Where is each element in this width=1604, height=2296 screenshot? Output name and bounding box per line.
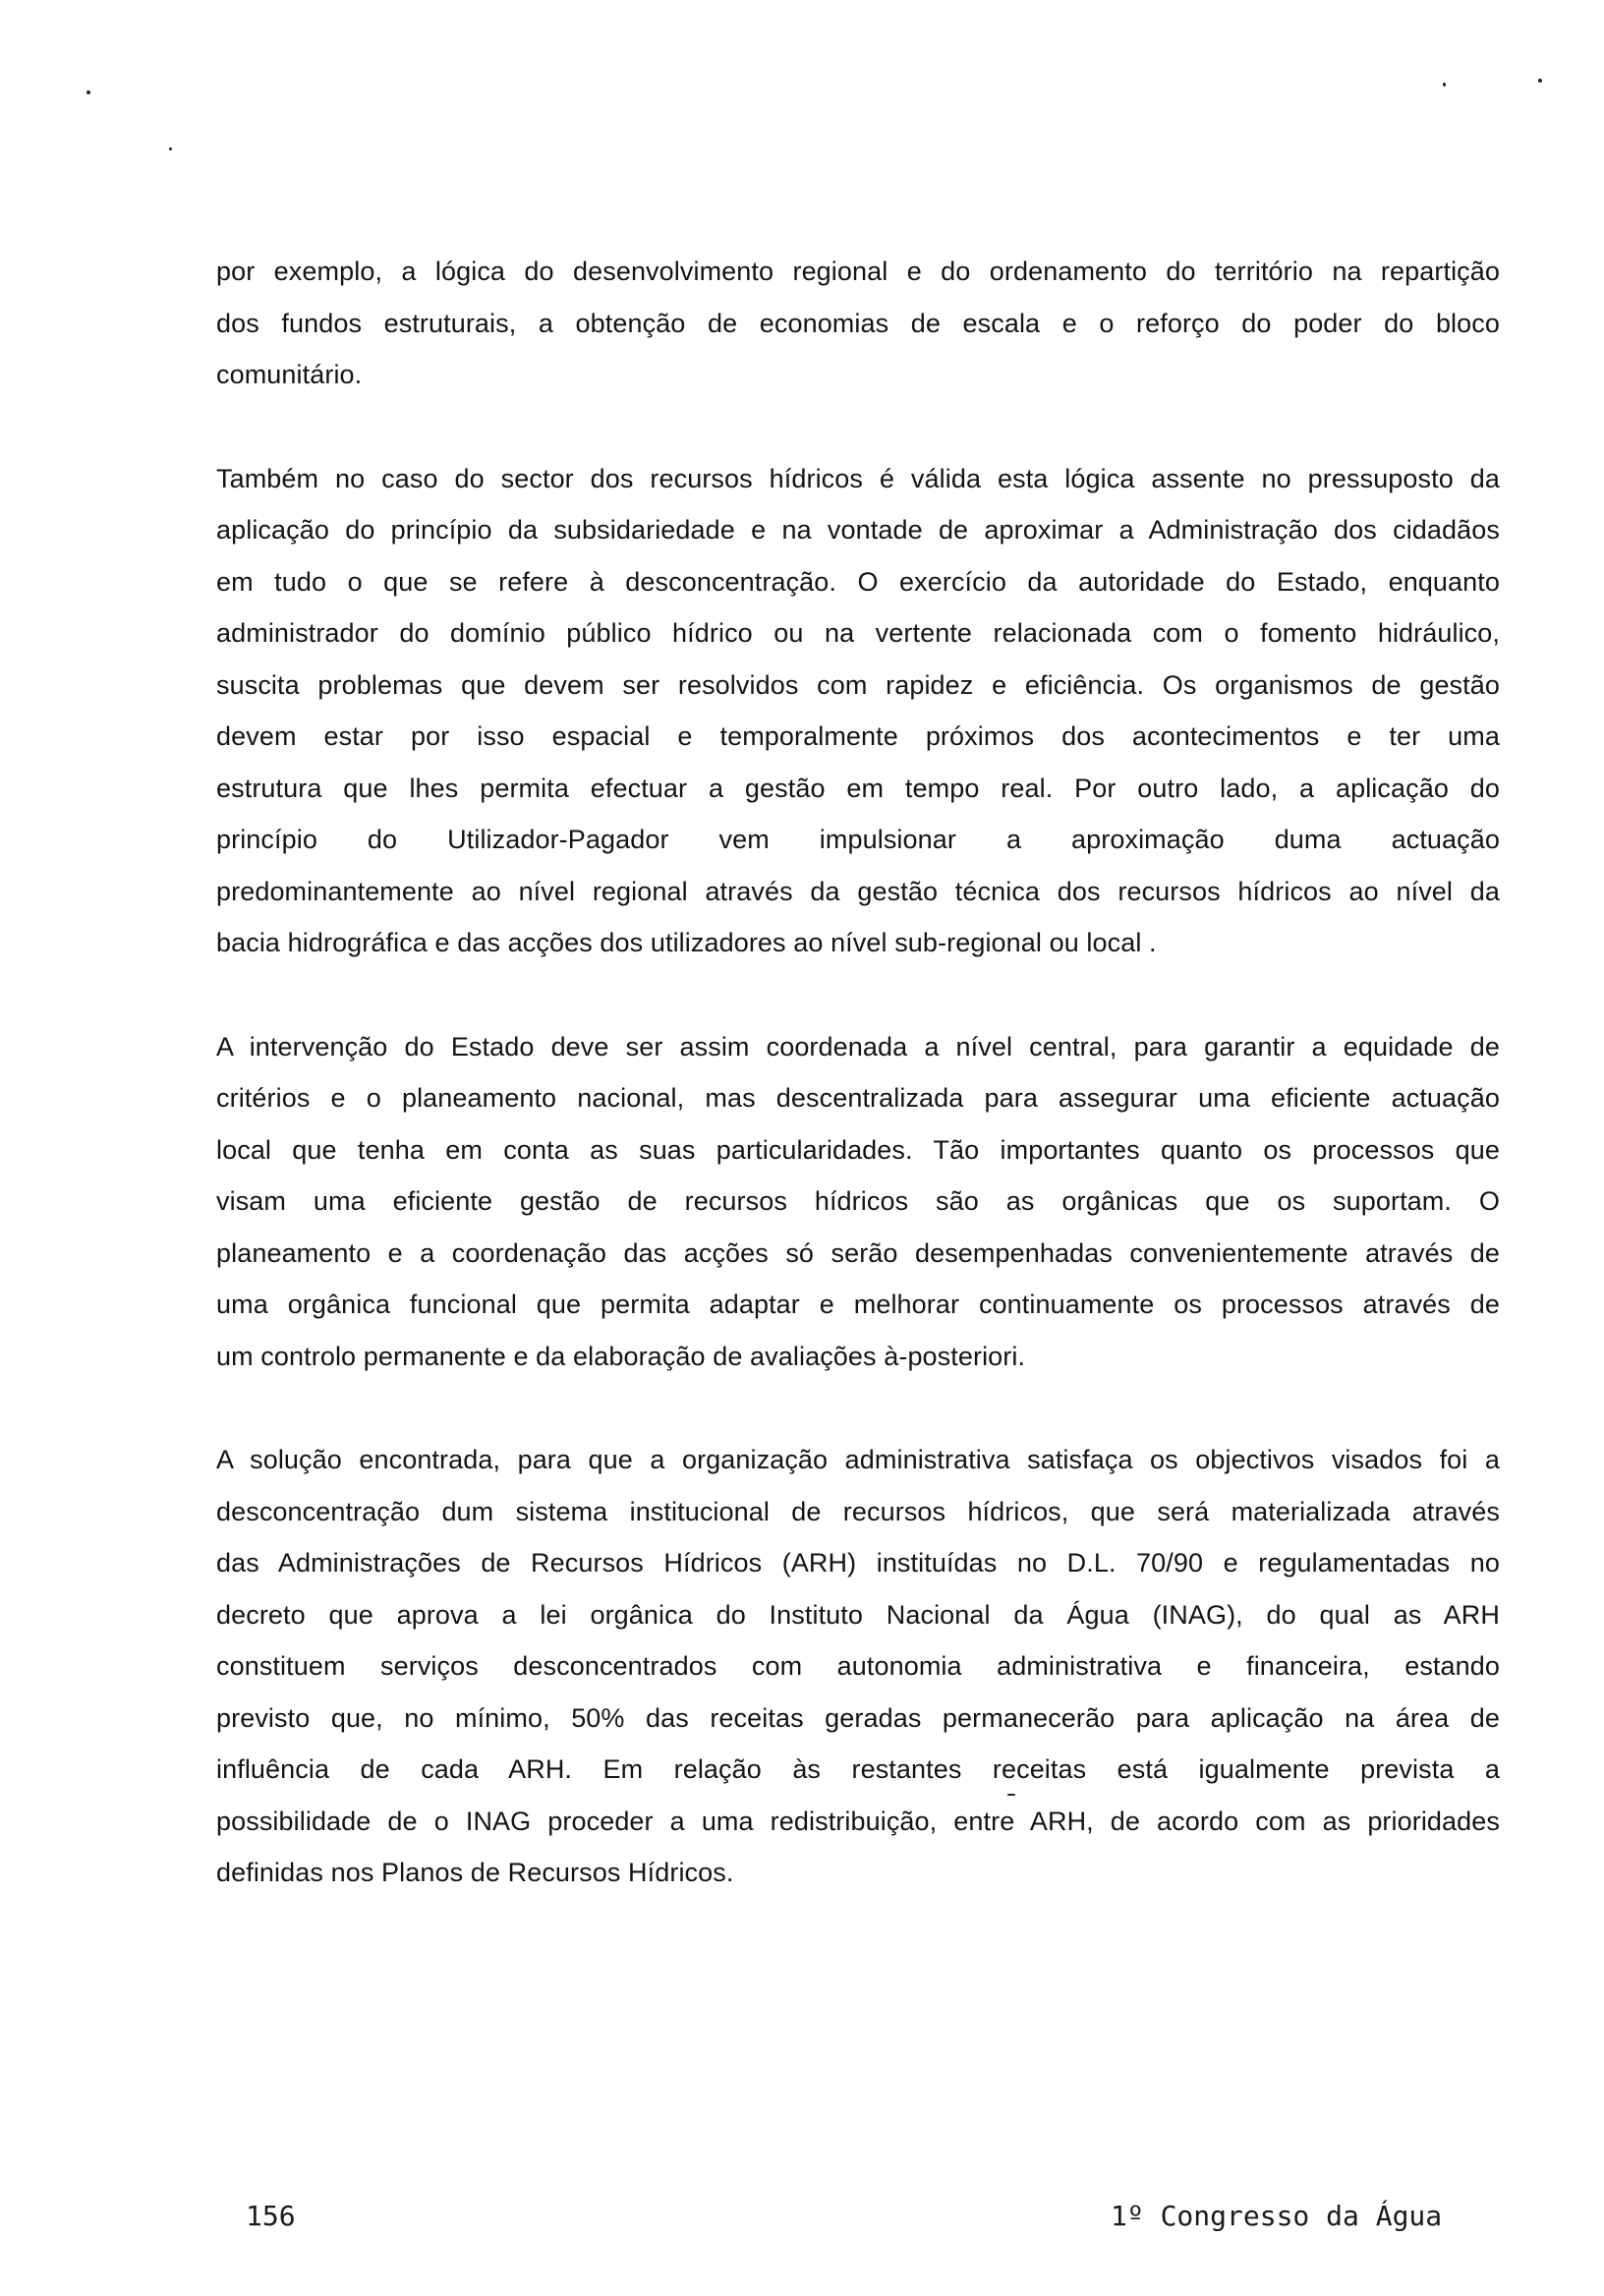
text-line: local que tenha em conta as suas particularidades. Tão importantes quanto os processos que bbox=[216, 1134, 1500, 1165]
scan-speck bbox=[1538, 79, 1542, 83]
text-line: predominantemente ao nível regional através da gestão técnica dos recursos hídricos ao nível da bbox=[216, 876, 1500, 906]
text-line: decreto que aprova a lei orgânica do Instituto Nacional da Água (INAG), do qual as ARH bbox=[216, 1599, 1500, 1630]
body-text bbox=[216, 246, 1500, 1951]
text-line: das Administrações de Recursos Hídricos (ARH) instituídas no D.L. 70/90 e regulamentadas no bbox=[216, 1548, 1500, 1578]
text-line: A intervenção do Estado deve ser assim coordenada a nível central, para garantir a equidade de bbox=[216, 1031, 1500, 1062]
text-line: definidas nos Planos de Recursos Hídricos. bbox=[216, 1858, 734, 1887]
scan-speck bbox=[169, 147, 172, 150]
paragraph-3 bbox=[216, 1021, 1500, 1383]
text-line: devem estar por isso espacial e temporalmente próximos dos acontecimentos e ter uma bbox=[216, 721, 1500, 751]
text-line: visam uma eficiente gestão de recursos hídricos são as orgânicas que os suportam. O bbox=[216, 1186, 1500, 1216]
text-line: uma orgânica funcional que permita adaptar e melhorar continuamente os processos através de bbox=[216, 1290, 1500, 1319]
text-line: em tudo o que se refere à desconcentração. O exercício da autoridade do Estado, enquanto bbox=[216, 566, 1500, 597]
text-line: critérios e o planeamento nacional, mas descentralizada para assegurar uma eficiente actuação bbox=[216, 1083, 1500, 1113]
text-line: A solução encontrada, para que a organização administrativa satisfaça os objectivos visados foi a bbox=[216, 1445, 1500, 1474]
text-line: planeamento e a coordenação das acções só serão desempenhadas convenientemente através de bbox=[216, 1237, 1500, 1268]
text-line: possibilidade de o INAG proceder a uma redistribuição, entre ARH, de acordo com as prioridades bbox=[216, 1806, 1500, 1836]
text-line: um controlo permanente e da elaboração de avaliações à-posteriori. bbox=[216, 1341, 1026, 1371]
text-line: bacia hidrográfica e das acções dos utilizadores ao nível sub-regional ou local . bbox=[216, 928, 1157, 957]
scan-speck bbox=[86, 90, 90, 94]
paragraph-4 bbox=[216, 1434, 1500, 1899]
text-line: administrador do domínio público hídrico ou na vertente relacionada com o fomento hidráulico, bbox=[216, 618, 1500, 648]
paragraph-2 bbox=[216, 453, 1500, 969]
text-line: constituem serviços desconcentrados com autonomia administrativa e financeira, estando bbox=[216, 1651, 1500, 1681]
text-line: comunitário. bbox=[216, 360, 363, 389]
paragraph-1 bbox=[216, 246, 1500, 401]
text-line: previsto que, no mínimo, 50% das receitas geradas permanecerão para aplicação na área de bbox=[216, 1702, 1500, 1733]
text-line: princípio do Utilizador-Pagador vem impulsionar a aproximação duma actuação bbox=[216, 825, 1500, 854]
scan-speck bbox=[1443, 83, 1446, 86]
text-line: Também no caso do sector dos recursos hídricos é válida esta lógica assente no pressuposto da bbox=[216, 463, 1500, 493]
page-number: 156 bbox=[246, 2200, 296, 2232]
text-line: suscita problemas que devem ser resolvidos com rapidez e eficiência. Os organismos de gestão bbox=[216, 669, 1500, 700]
text-line: por exemplo, a lógica do desenvolvimento regional e do ordenamento do território na repartição bbox=[216, 257, 1500, 286]
text-line: desconcentração dum sistema institucional de recursos hídricos, que será materializada através bbox=[216, 1496, 1500, 1526]
text-line: dos fundos estruturais, a obtenção de economias de escala e o reforço do poder do bloco bbox=[216, 308, 1500, 338]
text-line: aplicação do princípio da subsidariedade e na vontade de aproximar a Administração dos cidadãos bbox=[216, 515, 1500, 545]
text-line: influência de cada ARH. Em relação às restantes receitas está igualmente prevista a bbox=[216, 1754, 1500, 1784]
publication-title: 1º Congresso da Água bbox=[1111, 2200, 1443, 2232]
text-line: estrutura que lhes permita efectuar a gestão em tempo real. Por outro lado, a aplicação do bbox=[216, 773, 1500, 803]
